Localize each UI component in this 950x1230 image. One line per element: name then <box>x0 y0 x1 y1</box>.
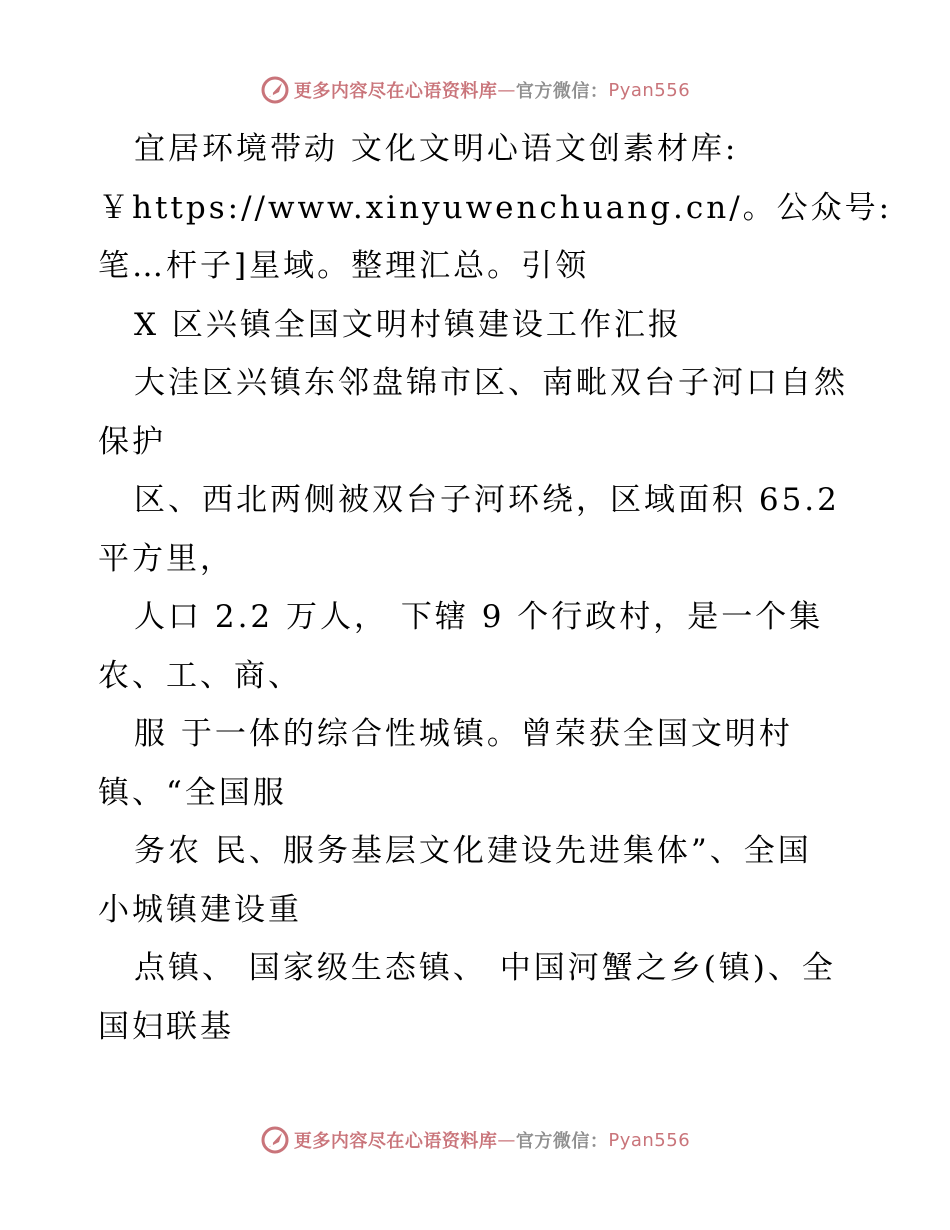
body-line-8: 平方里， <box>98 540 234 577</box>
body-line-10: 农、工、商、 <box>98 657 302 694</box>
header-wechat-id: Pyan556 <box>608 79 691 101</box>
body-line-16: 国妇联基 <box>98 1008 234 1045</box>
body-line-15: 点镇、 国家级生态镇、 中国河蟹之乡(镇)、全 <box>134 950 836 986</box>
body-line-11: 服 于一体的综合性城镇。曾荣获全国文明村 <box>134 716 793 752</box>
body-line-6: 保护 <box>98 423 166 460</box>
body-line-7: 区、西北两侧被双台子河环绕，区域面积 65.2 <box>134 482 840 518</box>
footer-main-text: 更多内容尽在心语资料库 <box>293 1131 498 1152</box>
footer-wechat-id: Pyan556 <box>608 1129 691 1151</box>
body-line-3: 笔…杆子]星域。整理汇总。引领 <box>98 248 590 284</box>
body-line-2: ￥https://www.xinyuwenchuang.cn/。公众号: <box>98 189 893 226</box>
footer-banner <box>0 1120 950 1160</box>
body-line-13: 务农 民、服务基层文化建设先进集体”、全国 <box>134 833 812 869</box>
body-line-14: 小城镇建设重 <box>98 891 302 928</box>
body-line-12: 镇、“全国服 <box>98 774 287 811</box>
header-main-text: 更多内容尽在心语资料库 <box>293 81 498 102</box>
document-body <box>98 120 893 1056</box>
quill-logo-icon <box>260 75 290 105</box>
header-wechat-label: 官方微信： <box>515 81 609 102</box>
body-line-1: 宜居环境带动 文化文明心语文创素材库: <box>134 131 739 167</box>
body-line-9: 人口 2.2 万人， 下辖 9 个行政村，是一个集 <box>134 599 824 635</box>
footer-dash: — <box>497 1129 516 1151</box>
body-line-5: 大洼区兴镇东邻盘锦市区、南毗双台子河口自然 <box>134 365 848 401</box>
header-dash: — <box>497 79 516 101</box>
quill-logo-icon <box>260 1125 290 1155</box>
footer-wechat-label: 官方微信： <box>515 1131 609 1152</box>
body-line-4: X 区兴镇全国文明村镇建设工作汇报 <box>134 306 682 343</box>
header-banner <box>0 70 950 110</box>
